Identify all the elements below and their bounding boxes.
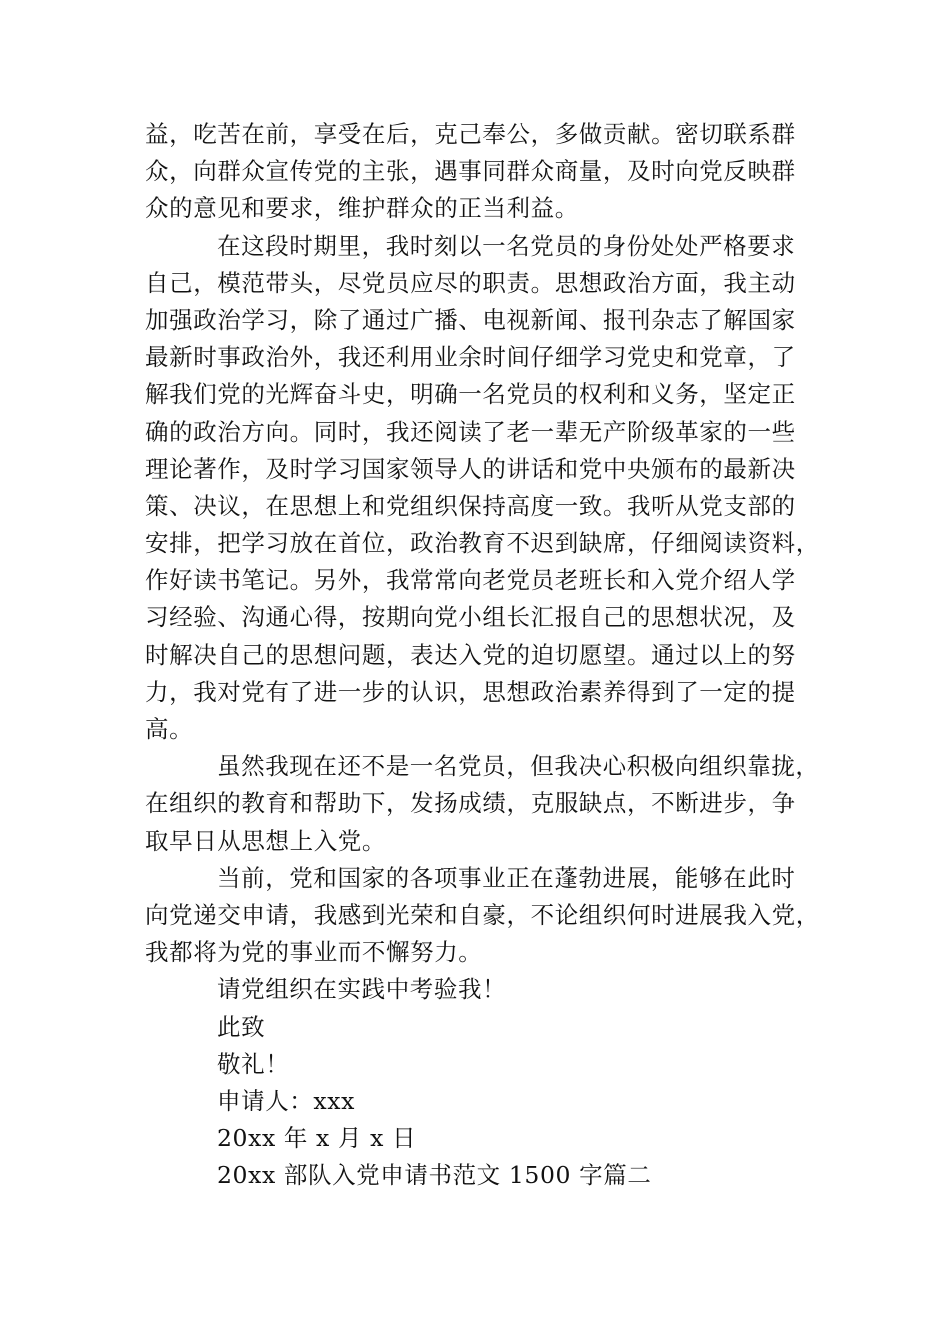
- text-line: 安排，把学习放在首位，政治教育不迟到缺席，仔细阅读资料，: [145, 529, 820, 558]
- text-line: 理论著作，及时学习国家领导人的讲话和党中央颁布的最新决: [145, 454, 796, 483]
- text-line: 最新时事政治外，我还利用业余时间仔细学习党史和党章，了: [145, 343, 796, 372]
- text-line: 时解决自己的思想问题，表达入党的迫切愿望。通过以上的努: [145, 640, 796, 669]
- text-line: 作好读书笔记。另外，我常常向老党员老班长和入党介绍人学: [145, 566, 796, 595]
- text-line: 益，吃苦在前，享受在后，克己奉公，多做贡献。密切联系群: [145, 120, 796, 148]
- salutation-line-2: 敬礼！: [217, 1049, 290, 1078]
- salutation-line-1: 此致: [217, 1012, 266, 1041]
- text-line: 习经验、沟通心得，按期向党小组长汇报自己的思想状况，及: [145, 603, 796, 632]
- text-line: 众的意见和要求，维护群众的正当利益。: [145, 194, 579, 223]
- paragraph-3: [145, 748, 820, 860]
- document-page: [145, 116, 820, 1194]
- paragraph-1: [145, 116, 805, 228]
- text-line: 众，向群众宣传党的主张，遇事同群众商量，及时向党反映群: [145, 157, 796, 186]
- applicant-signature: 申请人：xxx: [217, 1086, 355, 1115]
- text-line: 加强政治学习，除了通过广播、电视新闻、报刊杂志了解国家: [145, 305, 796, 334]
- text-line: 在这段时期里，我时刻以一名党员的身份处处严格要求: [217, 231, 796, 260]
- paragraph-2: [145, 228, 820, 749]
- text-line: 当前，党和国家的各项事业正在蓬勃进展，能够在此时: [217, 863, 796, 892]
- paragraph-4: [145, 860, 820, 972]
- text-line: 我都将为党的事业而不懈努力。: [145, 938, 483, 967]
- closing-request: 请党组织在实践中考验我！: [217, 975, 507, 1004]
- text-line: 向党递交申请，我感到光荣和自豪，不论组织何时进展我入党，: [145, 900, 820, 929]
- text-line: 策、决议，在思想上和党组织保持高度一致。我听从党支部的: [145, 491, 796, 520]
- text-line: 自己，模范带头，尽党员应尽的职责。思想政治方面，我主动: [145, 268, 796, 297]
- text-line: 确的政治方向。同时，我还阅读了老一辈无产阶级革家的一些: [145, 417, 796, 446]
- application-date: 20xx 年 x 月 x 日: [217, 1124, 417, 1153]
- text-line: 取早日从思想上入党。: [145, 826, 386, 855]
- text-line: 虽然我现在还不是一名党员，但我决心积极向组织靠拢，: [217, 752, 820, 781]
- text-line: 在组织的教育和帮助下，发扬成绩，克服缺点，不断进步，争: [145, 789, 796, 818]
- text-line: 高。: [145, 715, 194, 743]
- closing-block: [145, 971, 805, 1194]
- text-line: 解我们党的光辉奋斗史，明确一名党员的权利和义务，坚定正: [145, 380, 796, 409]
- next-section-title: 20xx 部队入党申请书范文 1500 字篇二: [217, 1161, 652, 1190]
- text-line: 力，我对党有了进一步的认识，思想政治素养得到了一定的提: [145, 677, 796, 706]
